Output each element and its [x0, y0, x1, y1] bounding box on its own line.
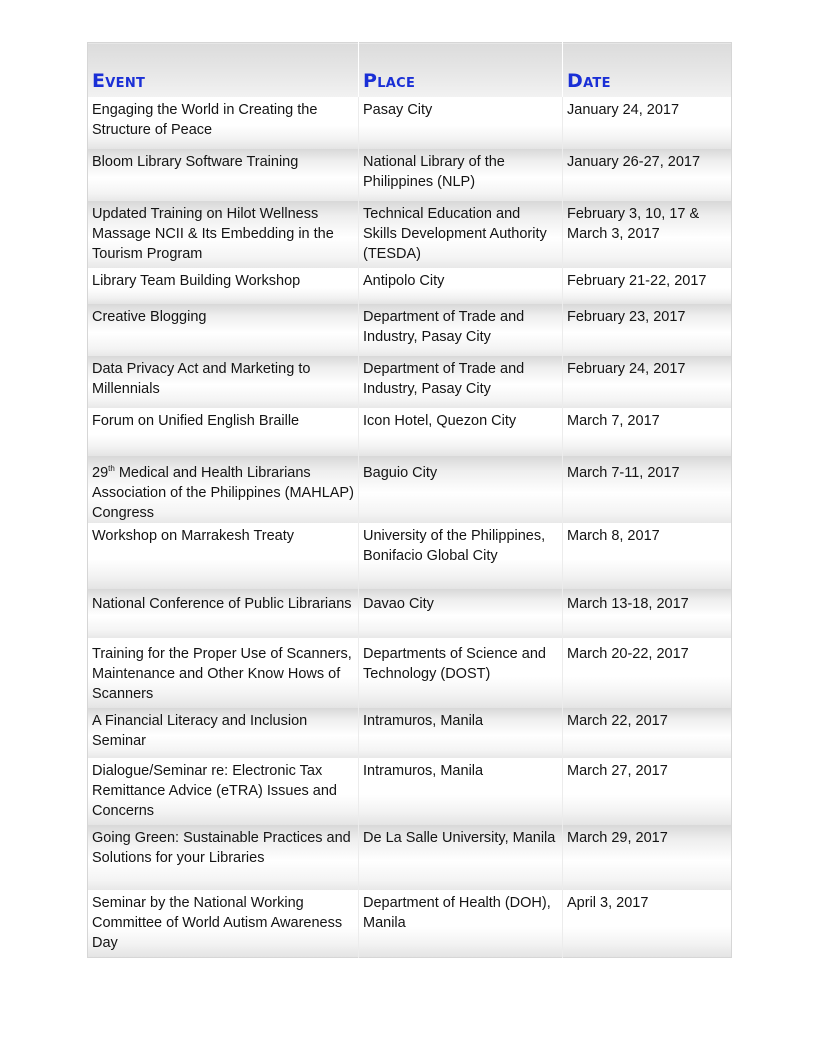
table-row	[88, 408, 732, 456]
date-cell: January 26-27, 2017	[563, 149, 732, 201]
table-row	[88, 268, 732, 304]
table-row	[88, 758, 732, 825]
event-cell: Training for the Proper Use of Scanners, Maintenance and Other Know Hows of Scanners	[88, 638, 359, 708]
place-cell: De La Salle University, Manila	[359, 825, 563, 890]
event-cell: Updated Training on Hilot Wellness Massage NCII & Its Embedding in the Tourism Program	[88, 201, 359, 268]
ordinal-suffix: th	[108, 463, 115, 473]
table-row	[88, 708, 732, 758]
date-cell: January 24, 2017	[563, 97, 732, 149]
place-cell: Departments of Science and Technology (DOST)	[359, 638, 563, 708]
table-row	[88, 456, 732, 523]
date-cell: February 21-22, 2017	[563, 268, 732, 304]
date-cell: February 23, 2017	[563, 304, 732, 356]
place-cell: National Library of the Philippines (NLP)	[359, 149, 563, 201]
date-cell: March 7-11, 2017	[563, 456, 732, 523]
date-cell: March 8, 2017	[563, 523, 732, 589]
event-text: Medical and Health Librarians Association of the Philippines (MAHLAP) Congress	[92, 464, 354, 521]
table-row	[88, 304, 732, 356]
place-cell: Antipolo City	[359, 268, 563, 304]
events-table	[87, 42, 732, 958]
place-cell: Icon Hotel, Quezon City	[359, 408, 563, 456]
event-cell: National Conference of Public Librarians	[88, 589, 359, 638]
place-cell: Intramuros, Manila	[359, 758, 563, 825]
table-row	[88, 825, 732, 890]
table-row	[88, 589, 732, 638]
event-cell: Seminar by the National Working Committee of World Autism Awareness Day	[88, 890, 359, 958]
date-column-header: Date	[563, 43, 732, 97]
date-cell: April 3, 2017	[563, 890, 732, 958]
event-cell: Data Privacy Act and Marketing to Millennials	[88, 356, 359, 408]
place-cell: Department of Health (DOH), Manila	[359, 890, 563, 958]
place-cell: University of the Philippines, Bonifacio Global City	[359, 523, 563, 589]
date-cell: March 22, 2017	[563, 708, 732, 758]
event-cell: A Financial Literacy and Inclusion Seminar	[88, 708, 359, 758]
event-cell	[88, 456, 359, 523]
event-cell: Going Green: Sustainable Practices and Solutions for your Libraries	[88, 825, 359, 890]
date-cell: February 3, 10, 17 & March 3, 2017	[563, 201, 732, 268]
event-cell: Creative Blogging	[88, 304, 359, 356]
place-cell: Baguio City	[359, 456, 563, 523]
table-header-row	[88, 43, 732, 97]
date-cell: March 29, 2017	[563, 825, 732, 890]
place-column-header: Place	[359, 43, 563, 97]
table-row	[88, 97, 732, 149]
table-row	[88, 201, 732, 268]
table-row	[88, 149, 732, 201]
event-cell: Dialogue/Seminar re: Electronic Tax Remittance Advice (eTRA) Issues and Concerns	[88, 758, 359, 825]
event-cell: Bloom Library Software Training	[88, 149, 359, 201]
table-row	[88, 638, 732, 708]
date-cell: March 13-18, 2017	[563, 589, 732, 638]
event-cell: Library Team Building Workshop	[88, 268, 359, 304]
date-cell: March 20-22, 2017	[563, 638, 732, 708]
table-row	[88, 523, 732, 589]
place-cell: Davao City	[359, 589, 563, 638]
date-cell: February 24, 2017	[563, 356, 732, 408]
place-cell: Technical Education and Skills Development Authority (TESDA)	[359, 201, 563, 268]
place-cell: Pasay City	[359, 97, 563, 149]
table-row	[88, 356, 732, 408]
event-cell: Workshop on Marrakesh Treaty	[88, 523, 359, 589]
event-cell: Engaging the World in Creating the Structure of Peace	[88, 97, 359, 149]
place-cell: Intramuros, Manila	[359, 708, 563, 758]
event-column-header: Event	[88, 43, 359, 97]
table-row	[88, 890, 732, 958]
place-cell: Department of Trade and Industry, Pasay City	[359, 304, 563, 356]
date-cell: March 27, 2017	[563, 758, 732, 825]
place-cell: Department of Trade and Industry, Pasay City	[359, 356, 563, 408]
event-cell: Forum on Unified English Braille	[88, 408, 359, 456]
date-cell: March 7, 2017	[563, 408, 732, 456]
ordinal-number: 29	[92, 464, 109, 481]
